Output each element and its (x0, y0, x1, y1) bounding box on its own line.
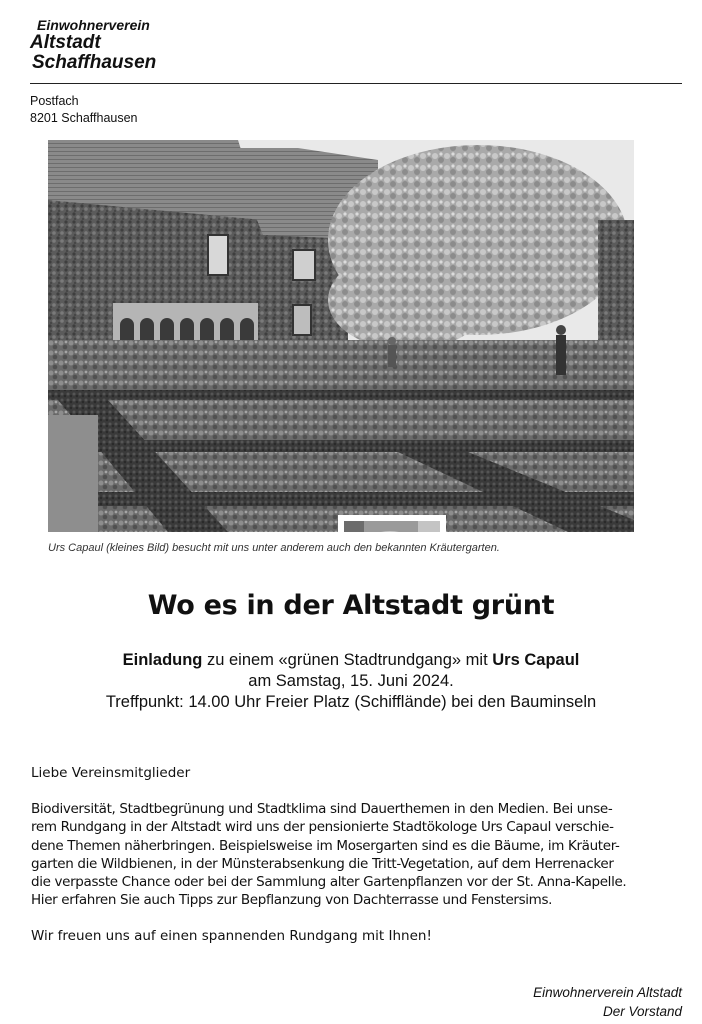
invitation-block (0, 650, 702, 713)
photo-caption: Urs Capaul (kleines Bild) besucht mit uns unter anderem auch den bekannten Kräutergarten. (48, 542, 500, 554)
article-title: Wo es in der Altstadt grünt (147, 590, 555, 621)
org-line-3: Schaffhausen (32, 51, 157, 73)
invitation-date: am Samstag, 15. Juni 2024. (248, 672, 454, 690)
paragraph-line: die verpasste Chance oder bei der Sammlung alter Gartenpflanzen vor der St. Anna-Kapelle. (31, 874, 627, 891)
invitation-line-1 (0, 650, 702, 671)
signature-line-2: Der Vorstand (602, 1004, 682, 1019)
address-line-2: 8201 Schaffhausen (30, 111, 138, 125)
guide-name: Urs Capaul (492, 651, 580, 669)
paragraph-line: garten die Wildbienen, in der Münsterabsenkung die Tritt-Vegetation, auf dem Herrenacker (31, 855, 614, 872)
paragraph-line: rem Rundgang in der Altstadt wird uns der pensionierte Stadtökologe Urs Capaul verschie- (31, 819, 614, 836)
closing-line: Wir freuen uns auf einen spannenden Rundgang mit Ihnen! (31, 928, 432, 945)
address-line-1: Postfach (30, 94, 79, 108)
garden-photo (48, 140, 634, 532)
signature-line-1: Einwohnerverein Altstadt (533, 985, 682, 1000)
paragraph-line: dene Themen näherbringen. Beispielsweise im Mosergarten sind es die Bäume, im Kräuter- (31, 837, 620, 854)
meeting-point: Treffpunkt: 14.00 Uhr Freier Platz (Schifflände) bei den Bauminseln (105, 693, 597, 711)
main-paragraph (31, 800, 683, 909)
invitation-keyword: Einladung (122, 651, 203, 669)
signature (533, 983, 682, 1021)
letter-body (31, 764, 683, 964)
header-rule (30, 83, 682, 84)
org-line-2: Altstadt (30, 31, 101, 53)
invitation-text: zu einem «grünen Stadtrundgang» mit (202, 651, 493, 669)
postal-address (30, 93, 138, 127)
salutation: Liebe Vereinsmitglieder (31, 765, 191, 781)
organization-name (30, 18, 156, 73)
org-line-1: Einwohnerverein (37, 17, 150, 33)
paragraph-line: Hier erfahren Sie auch Tipps zur Bepflanzung von Dachterrasse und Fenstersims. (31, 892, 553, 909)
paragraph-line: Biodiversität, Stadtbegrünung und Stadtklima sind Dauerthemen in den Medien. Bei unse- (31, 801, 613, 818)
portrait-inset (338, 515, 446, 532)
portrait-illustration (344, 521, 440, 532)
garden-photo-illustration (48, 140, 634, 532)
